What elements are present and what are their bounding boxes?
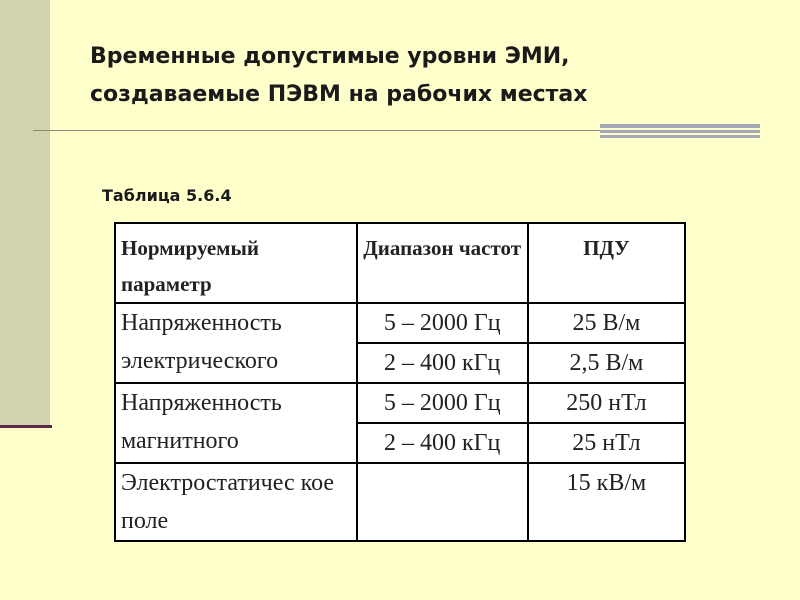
slide-title-line-1: Временные допустимые уровни ЭМИ,	[90, 44, 570, 69]
table-row	[115, 383, 685, 423]
header-parameter: Нормируемый параметр	[115, 223, 357, 303]
cell-frequency-range: 2 – 400 кГц	[357, 423, 528, 463]
cell-parameter: Напряженность электрического	[115, 303, 357, 383]
slide-title	[90, 38, 770, 114]
table-row	[115, 463, 685, 541]
table-header-row	[115, 223, 685, 303]
emi-limits-table	[114, 222, 686, 542]
cell-limit: 25 нТл	[528, 423, 685, 463]
title-divider-accent	[600, 124, 760, 138]
header-limit: ПДУ	[528, 223, 685, 303]
cell-frequency-range: 5 – 2000 Гц	[357, 383, 528, 423]
table-caption: Таблица 5.6.4	[102, 186, 232, 205]
cell-limit: 15 кВ/м	[528, 463, 685, 541]
table-row	[115, 303, 685, 343]
cell-limit: 2,5 В/м	[528, 343, 685, 383]
cell-parameter: Напряженность магнитного	[115, 383, 357, 463]
cell-limit: 25 В/м	[528, 303, 685, 343]
cell-limit: 250 нТл	[528, 383, 685, 423]
cell-frequency-range: 2 – 400 кГц	[357, 343, 528, 383]
cell-frequency-range	[357, 463, 528, 541]
cell-parameter: Электростатичес кое поле	[115, 463, 357, 541]
slide-title-line-2: создаваемые ПЭВМ на рабочих местах	[90, 82, 588, 107]
emi-limits-table-wrapper	[114, 222, 686, 542]
decorative-side-bar	[0, 0, 50, 427]
title-divider	[33, 130, 600, 131]
header-frequency-range: Диапазон частот	[357, 223, 528, 303]
cell-frequency-range: 5 – 2000 Гц	[357, 303, 528, 343]
decorative-side-bar-underline	[0, 425, 52, 428]
